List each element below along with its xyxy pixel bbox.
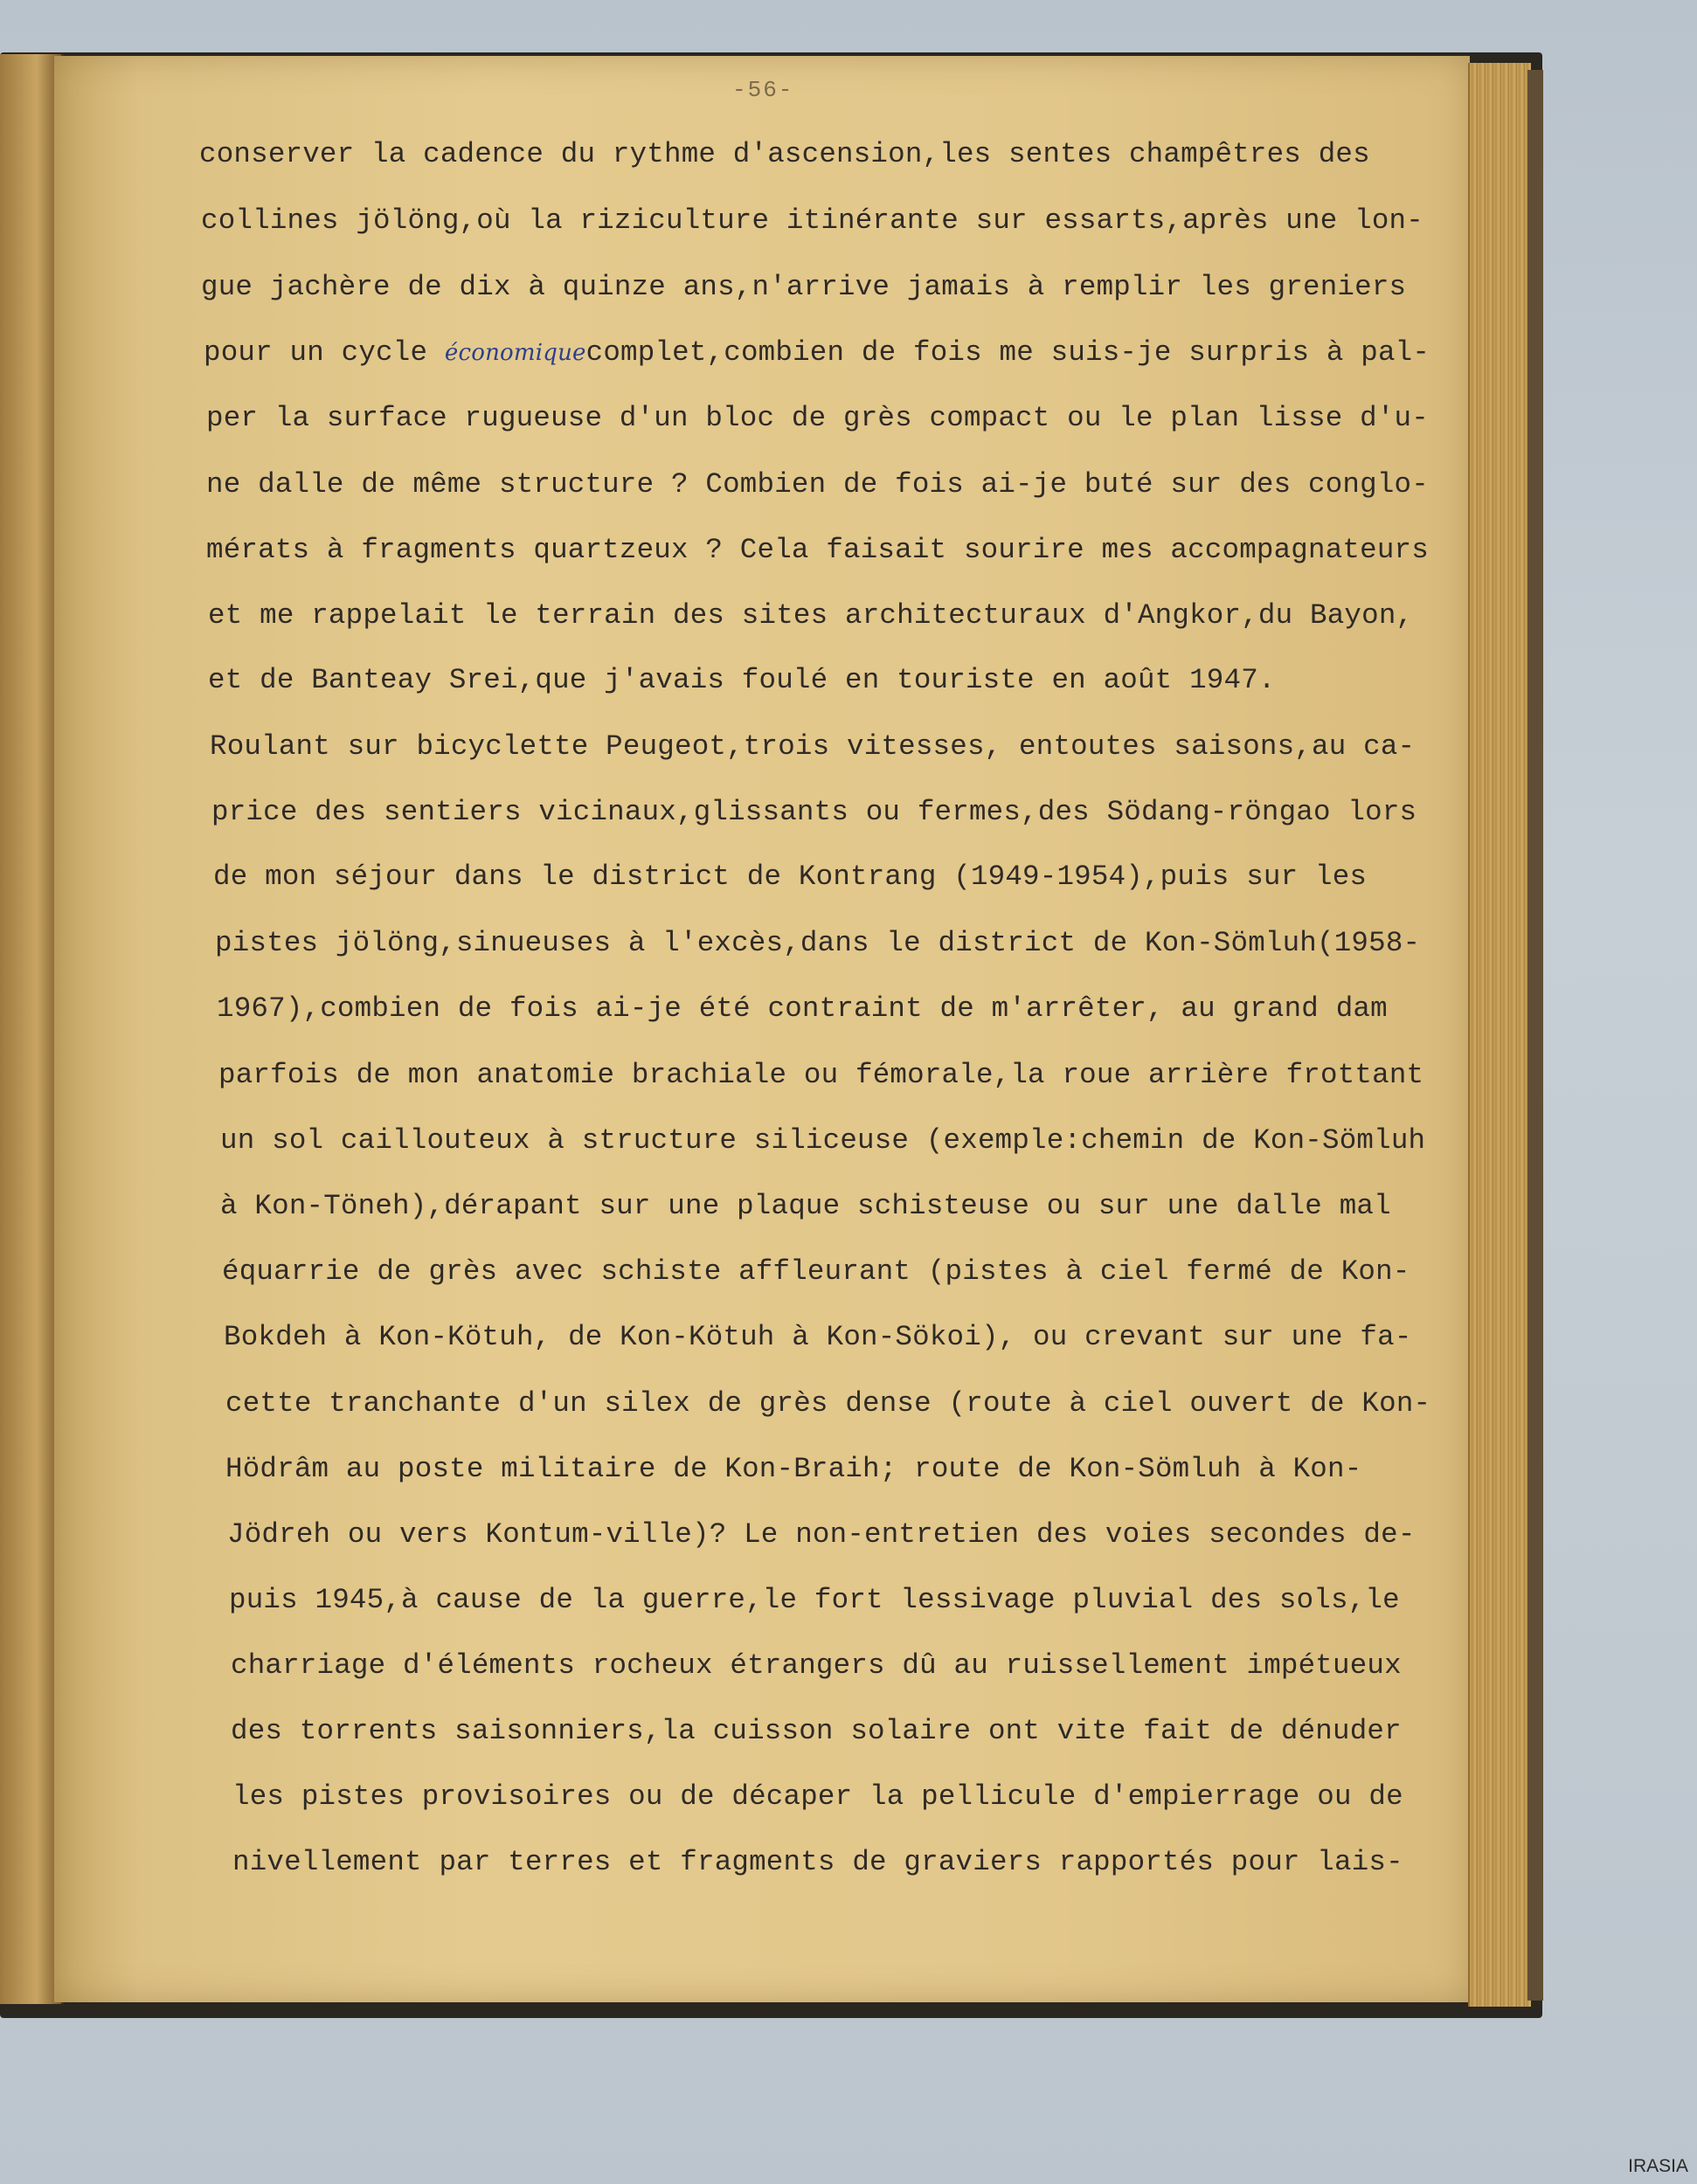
- book-cover-edge: [1527, 70, 1543, 2001]
- text-line: gue jachère de dix à quinze ans,n'arrive jamais à remplir les greniers: [201, 271, 1407, 303]
- text-line: des torrents saisonniers,la cuisson solaire ont vite fait de dénuder: [231, 1715, 1402, 1747]
- line-end-text: complet,combien de fois me suis-je surpris à pal-: [585, 336, 1430, 369]
- watermark-label: IRASIA: [1628, 2156, 1688, 2176]
- text-line: cette tranchante d'un silex de grès dense (route à ciel ouvert de Kon-: [225, 1387, 1431, 1420]
- text-line: per la surface rugueuse d'un bloc de grès compact ou le plan lisse d'u-: [206, 402, 1429, 434]
- text-line: parfois de mon anatomie brachiale ou fémorale,la roue arrière frottant: [218, 1059, 1424, 1091]
- text-line: nivellement par terres et fragments de graviers rapportés pour lais-: [232, 1846, 1403, 1878]
- text-line: équarrie de grès avec schiste affleurant (pistes à ciel fermé de Kon-: [222, 1255, 1410, 1288]
- text-line: Jödreh ou vers Kontum-ville)? Le non-entretien des voies secondes de-: [227, 1518, 1416, 1551]
- text-line: ne dalle de même structure ? Combien de fois ai-je buté sur des conglo-: [206, 468, 1429, 501]
- text-line: à Kon-Töneh),dérapant sur une plaque schisteuse ou sur une dalle mal: [220, 1190, 1391, 1222]
- text-line: de mon séjour dans le district de Kontrang (1949-1954),puis sur les: [213, 860, 1368, 893]
- text-line: et me rappelait le terrain des sites architecturaux d'Angkor,du Bayon,: [208, 599, 1414, 632]
- text-line: Roulant sur bicyclette Peugeot,trois vitesses, entoutes saisons,au ca-: [210, 730, 1416, 763]
- text-line: puis 1945,à cause de la guerre,le fort lessivage pluvial des sols,le: [229, 1584, 1400, 1616]
- text-line: charriage d'éléments rocheux étrangers dû au ruissellement impétueux: [231, 1649, 1402, 1682]
- text-line: price des sentiers vicinaux,glissants ou fermes,des Södang-röngao lors: [211, 796, 1417, 828]
- text-line: Hödrâm au poste militaire de Kon-Braih; route de Kon-Sömluh à Kon-: [225, 1453, 1362, 1485]
- text-line: conserver la cadence du rythme d'ascension,les sentes champêtres des: [199, 138, 1370, 170]
- page-number: -56-: [732, 77, 794, 103]
- text-line: un sol caillouteux à structure siliceuse (exemple:chemin de Kon-Sömluh: [220, 1124, 1426, 1157]
- text-line: pistes jölöng,sinueuses à l'excès,dans le district de Kon-Sömluh(1958-: [215, 927, 1421, 959]
- text-line: 1967),combien de fois ai-je été contraint de m'arrêter, au grand dam: [217, 992, 1388, 1025]
- text-line: Bokdeh à Kon-Kötuh, de Kon-Kötuh à Kon-Sökoi), ou crevant sur une fa-: [224, 1321, 1412, 1353]
- text-line: mérats à fragments quartzeux ? Cela faisait sourire mes accompagnateurs: [206, 534, 1429, 566]
- page-stack-edges: [1468, 63, 1531, 2007]
- text-line: collines jölöng,où la riziculture itinérante sur essarts,après une lon-: [201, 204, 1423, 237]
- line-start-text: pour un cycle: [204, 336, 428, 369]
- text-line: les pistes provisoires ou de décaper la pellicule d'empierrage ou de: [232, 1780, 1403, 1813]
- text-line: et de Banteay Srei,que j'avais foulé en touriste en août 1947.: [208, 664, 1276, 696]
- handwritten-annotation: économique: [444, 340, 586, 366]
- text-line: [204, 336, 1430, 369]
